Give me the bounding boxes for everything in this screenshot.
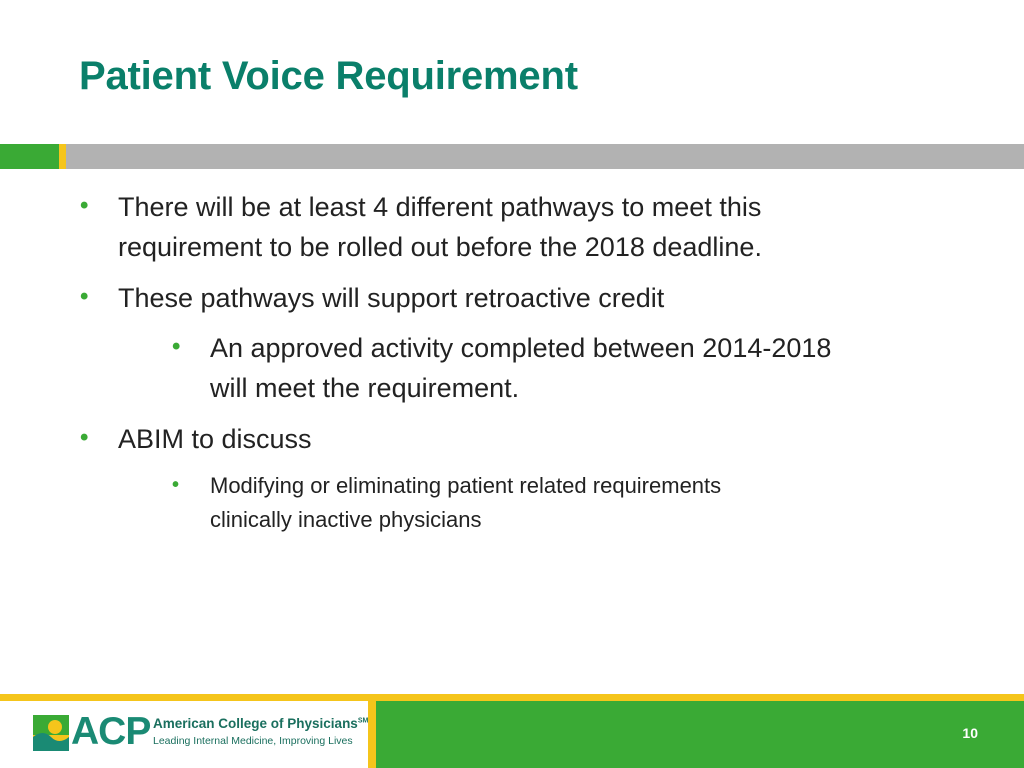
footer-green-panel	[376, 701, 1024, 768]
bullet-dot: •	[80, 192, 89, 219]
bullet-dot: •	[172, 474, 180, 496]
footer-divider	[368, 701, 376, 768]
bullet-item	[80, 278, 665, 318]
bullet-item	[80, 419, 312, 459]
bullet-dot: •	[80, 424, 89, 451]
title-bar-gray-segment	[66, 144, 1024, 169]
logo-acp-letters: ACP	[71, 710, 151, 753]
bullet-dot: •	[80, 283, 89, 310]
bullet-text-line: requirement to be rolled out before the 2018 deadline.	[118, 232, 762, 262]
bullet-text-line: An approved activity completed between 2014-2018	[210, 333, 832, 363]
bullet-dot: •	[172, 333, 181, 360]
logo-org-name-text: American College of Physicians	[153, 716, 358, 731]
bullet-text-line: will meet the requirement.	[210, 373, 520, 403]
title-bar-green-segment	[0, 144, 59, 169]
bullet-text-line: ABIM to discuss	[118, 424, 312, 454]
bullet-text-line: Modifying or eliminating patient related requirements	[210, 473, 722, 498]
slide-title: Patient Voice Requirement	[79, 54, 578, 98]
bullet-item	[80, 187, 762, 267]
title-accent-bar	[0, 144, 1024, 169]
logo-tagline: Leading Internal Medicine, Improving Lives	[153, 735, 353, 747]
acp-logo	[33, 710, 369, 755]
bullet-text-line: These pathways will support retroactive credit	[118, 283, 665, 313]
logo-service-mark: SM	[357, 717, 369, 725]
bullet-text-line: There will be at least 4 different pathways to meet this	[118, 192, 762, 222]
page-number: 10	[962, 725, 978, 741]
footer-top-rule	[0, 694, 1024, 701]
acp-emblem-icon	[33, 715, 69, 751]
title-bar-yellow-segment	[59, 144, 66, 169]
bullet-item	[172, 469, 722, 537]
bullet-text-line: clinically inactive physicians	[210, 507, 482, 532]
bullet-item	[172, 328, 832, 408]
logo-org-name	[153, 716, 368, 731]
